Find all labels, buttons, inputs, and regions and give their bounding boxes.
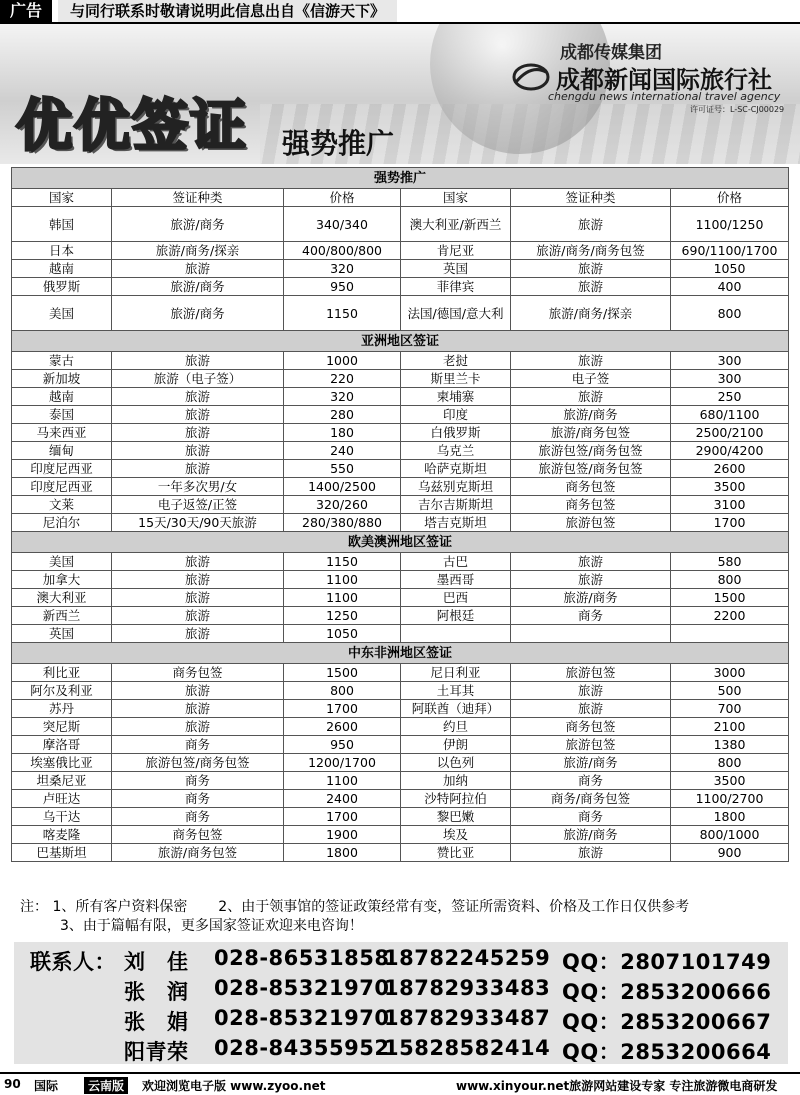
page-subtitle: 强势推广 (282, 127, 395, 160)
table-row (12, 352, 789, 370)
table-row (12, 442, 789, 460)
table-cell: 电子返签/正签 (112, 496, 284, 514)
table-cell: 乌兹别克斯坦 (401, 478, 511, 496)
table-cell: 商务 (112, 736, 284, 754)
table-cell: 旅游 (511, 682, 671, 700)
table-row (12, 260, 789, 278)
table-cell: 尼日利亚 (401, 664, 511, 682)
table-cell: 摩洛哥 (12, 736, 112, 754)
note-3: 3、由于篇幅有限，更多国家签证欢迎来电咨询！ (60, 918, 363, 934)
table-cell: 1100/1250 (671, 207, 789, 242)
source-note: 与同行联系时敬请说明此信息出自《信游天下》 (58, 0, 397, 22)
table-cell: 旅游包签 (511, 664, 671, 682)
table-cell: 突尼斯 (12, 718, 112, 736)
table-cell: 旅游/商务/探亲 (112, 242, 284, 260)
table-cell: 3500 (671, 478, 789, 496)
footer-edition: 云南版 (84, 1077, 128, 1094)
section-title: 欧美澳洲地区签证 (12, 532, 789, 553)
table-cell: 美国 (12, 553, 112, 571)
table-cell: 旅游/商务 (511, 826, 671, 844)
notes-label: 注： (20, 899, 48, 915)
table-row (12, 808, 789, 826)
contact-phone: 028-84355952 (214, 1036, 390, 1060)
table-row (12, 754, 789, 772)
table-cell: 澳大利亚/新西兰 (401, 207, 511, 242)
table-cell: 蒙古 (12, 352, 112, 370)
table-cell: 旅游/商务 (112, 296, 284, 331)
notes (20, 898, 689, 936)
section-header-row (12, 532, 789, 553)
top-bar (0, 0, 800, 24)
column-header: 价格 (671, 189, 789, 207)
table-row (12, 478, 789, 496)
agency-logo-icon (512, 62, 550, 92)
table-cell: 英国 (401, 260, 511, 278)
table-cell: 2600 (671, 460, 789, 478)
table-cell: 1150 (284, 296, 401, 331)
table-cell: 950 (284, 736, 401, 754)
table-cell: 旅游 (112, 700, 284, 718)
table-cell: 坦桑尼亚 (12, 772, 112, 790)
table-cell: 旅游 (112, 589, 284, 607)
contact-mobile: 18782245259 (384, 946, 551, 970)
table-cell: 旅游 (112, 607, 284, 625)
contact-name: 刘 佳 (124, 950, 189, 974)
table-cell: 哈萨克斯坦 (401, 460, 511, 478)
table-cell: 韩国 (12, 207, 112, 242)
table-cell: 900 (671, 844, 789, 862)
table-cell: 商务包签 (511, 718, 671, 736)
table-cell: 1800 (284, 844, 401, 862)
table-cell: 斯里兰卡 (401, 370, 511, 388)
agency-name: 成都新闻国际旅行社 (556, 66, 772, 94)
agency-english-name: chengdu news international travel agency (548, 90, 781, 103)
table-row (12, 844, 789, 862)
section-header-row (12, 331, 789, 352)
table-cell: 新加坡 (12, 370, 112, 388)
table-cell (511, 625, 671, 643)
table-cell: 老挝 (401, 352, 511, 370)
table-cell: 旅游 (112, 571, 284, 589)
table-row (12, 514, 789, 532)
footer-website[interactable]: www.xinyour.net旅游网站建设专家 专注旅游微电商研发 (456, 1079, 778, 1093)
table-cell: 1700 (284, 808, 401, 826)
table-cell: 旅游包签 (511, 736, 671, 754)
table-cell: 1500 (284, 664, 401, 682)
table-cell: 1200/1700 (284, 754, 401, 772)
table-cell: 旅游 (112, 553, 284, 571)
table-cell: 商务 (511, 808, 671, 826)
table-cell: 土耳其 (401, 682, 511, 700)
group-name: 成都传媒集团 (560, 43, 662, 63)
footer-welcome[interactable]: 欢迎浏览电子版 www.zyoo.net (142, 1079, 326, 1093)
ad-tag: 广告 (0, 0, 52, 22)
section-title: 亚洲地区签证 (12, 331, 789, 352)
table-cell: 利比亚 (12, 664, 112, 682)
table-cell: 800 (671, 571, 789, 589)
table-cell: 吉尔吉斯斯坦 (401, 496, 511, 514)
table-cell: 旅游/商务 (511, 589, 671, 607)
table-cell: 商务 (511, 772, 671, 790)
table-cell: 1100 (284, 589, 401, 607)
table-cell: 550 (284, 460, 401, 478)
table-cell: 旅游包签/商务包签 (511, 442, 671, 460)
table-cell: 文莱 (12, 496, 112, 514)
table-cell: 400 (671, 278, 789, 296)
table-row (12, 388, 789, 406)
contact-label: 联系人： (30, 950, 116, 974)
table-cell: 俄罗斯 (12, 278, 112, 296)
header-banner (0, 24, 800, 164)
table-cell: 加纳 (401, 772, 511, 790)
table-cell: 旅游 (511, 207, 671, 242)
table-cell: 旅游 (112, 718, 284, 736)
table-cell: 巴基斯坦 (12, 844, 112, 862)
table-cell: 旅游/商务/探亲 (511, 296, 671, 331)
table-cell: 苏丹 (12, 700, 112, 718)
table-cell (401, 625, 511, 643)
table-row (12, 664, 789, 682)
table-row (12, 790, 789, 808)
table-cell: 340/340 (284, 207, 401, 242)
table-cell: 旅游/商务 (511, 406, 671, 424)
table-cell: 泰国 (12, 406, 112, 424)
table-cell: 250 (671, 388, 789, 406)
table-cell: 新西兰 (12, 607, 112, 625)
table-cell: 商务包签 (112, 664, 284, 682)
table-cell: 商务 (112, 772, 284, 790)
table-cell: 280/380/880 (284, 514, 401, 532)
table-cell: 旅游 (112, 388, 284, 406)
table-row (12, 207, 789, 242)
contact-name: 张 润 (124, 980, 189, 1004)
table-row (12, 496, 789, 514)
table-cell: 柬埔寨 (401, 388, 511, 406)
column-header: 价格 (284, 189, 401, 207)
column-header: 国家 (401, 189, 511, 207)
contact-mobile: 18782933487 (384, 1006, 551, 1030)
column-header: 签证种类 (511, 189, 671, 207)
section-title: 中东非洲地区签证 (12, 643, 789, 664)
table-cell: 商务 (511, 607, 671, 625)
contact-name: 阳青荣 (124, 1040, 189, 1064)
table-row (12, 772, 789, 790)
table-cell: 电子签 (511, 370, 671, 388)
table-cell: 2100 (671, 718, 789, 736)
column-header-row (12, 189, 789, 207)
note-1: 1、所有客户资料保密 (52, 899, 188, 915)
table-cell: 喀麦隆 (12, 826, 112, 844)
table-cell: 阿尔及利亚 (12, 682, 112, 700)
table-cell: 尼泊尔 (12, 514, 112, 532)
contact-qq: QQ：2853200667 (562, 1010, 772, 1034)
table-cell: 280 (284, 406, 401, 424)
note-2: 2、由于领事馆的签证政策经常有变，签证所需资料、价格及工作日仅供参考 (218, 899, 690, 915)
table-cell: 商务 (112, 790, 284, 808)
table-cell: 1900 (284, 826, 401, 844)
table-cell: 320 (284, 388, 401, 406)
contact-mobile: 18782933483 (384, 976, 551, 1000)
table-cell: 印度尼西亚 (12, 478, 112, 496)
table-cell: 商务/商务包签 (511, 790, 671, 808)
table-cell: 旅游 (511, 388, 671, 406)
table-cell: 1700 (284, 700, 401, 718)
table-cell: 旅游 (511, 278, 671, 296)
table-row (12, 625, 789, 643)
table-cell: 2500/2100 (671, 424, 789, 442)
table-cell: 以色列 (401, 754, 511, 772)
page-number: 90 (4, 1077, 21, 1091)
table-row (12, 460, 789, 478)
table-cell: 卢旺达 (12, 790, 112, 808)
table-cell: 旅游 (511, 571, 671, 589)
table-cell: 旅游 (511, 352, 671, 370)
table-cell: 旅游包签/商务包签 (112, 754, 284, 772)
table-row (12, 589, 789, 607)
column-header: 签证种类 (112, 189, 284, 207)
footer-section: 国际 (34, 1079, 59, 1093)
contact-qq: QQ：2853200664 (562, 1040, 772, 1064)
table-cell: 埃及 (401, 826, 511, 844)
table-cell: 950 (284, 278, 401, 296)
table-cell: 400/800/800 (284, 242, 401, 260)
contact-panel (14, 942, 788, 1064)
table-cell: 旅游 (112, 260, 284, 278)
section-title: 强势推广 (12, 168, 789, 189)
table-cell: 800 (671, 754, 789, 772)
table-cell: 阿根廷 (401, 607, 511, 625)
table-cell: 旅游/商务包签 (511, 424, 671, 442)
table-cell: 约旦 (401, 718, 511, 736)
table-cell: 1050 (671, 260, 789, 278)
table-cell: 印度 (401, 406, 511, 424)
table-cell: 旅游包签 (511, 514, 671, 532)
table-cell: 旅游 (511, 844, 671, 862)
table-cell: 1250 (284, 607, 401, 625)
table-row (12, 736, 789, 754)
table-cell: 一年多次男/女 (112, 478, 284, 496)
table-row (12, 278, 789, 296)
table-cell: 沙特阿拉伯 (401, 790, 511, 808)
table-row (12, 700, 789, 718)
table-cell: 240 (284, 442, 401, 460)
table-cell: 旅游 (112, 352, 284, 370)
table-row (12, 607, 789, 625)
table-row (12, 571, 789, 589)
table-cell: 马来西亚 (12, 424, 112, 442)
table-cell: 800/1000 (671, 826, 789, 844)
table-cell: 3500 (671, 772, 789, 790)
table-cell: 旅游/商务 (112, 207, 284, 242)
table-cell: 500 (671, 682, 789, 700)
contact-phone: 028-85321970 (214, 1006, 390, 1030)
table-cell: 300 (671, 370, 789, 388)
table-cell: 日本 (12, 242, 112, 260)
table-cell: 加拿大 (12, 571, 112, 589)
table-cell: 旅游 (112, 625, 284, 643)
table-cell: 商务 (112, 808, 284, 826)
section-header-row (12, 168, 789, 189)
contact-name: 张 娟 (124, 1010, 189, 1034)
table-cell: 黎巴嫩 (401, 808, 511, 826)
table-cell: 300 (671, 352, 789, 370)
contact-qq: QQ：2807101749 (562, 950, 772, 974)
table-cell: 1800 (671, 808, 789, 826)
table-cell: 1100 (284, 571, 401, 589)
table-cell: 3100 (671, 496, 789, 514)
table-cell: 2200 (671, 607, 789, 625)
table-cell: 旅游 (511, 700, 671, 718)
table-cell: 缅甸 (12, 442, 112, 460)
table-cell: 旅游 (511, 553, 671, 571)
table-row (12, 406, 789, 424)
contact-phone: 028-85321970 (214, 976, 390, 1000)
table-cell: 1150 (284, 553, 401, 571)
table-cell: 白俄罗斯 (401, 424, 511, 442)
footer (0, 1072, 800, 1095)
license-number: 许可证号：L-SC-CJ00029 (690, 105, 785, 114)
table-cell: 商务包签 (511, 478, 671, 496)
table-cell: 800 (671, 296, 789, 331)
table-cell: 印度尼西亚 (12, 460, 112, 478)
table-cell: 美国 (12, 296, 112, 331)
table-row (12, 682, 789, 700)
table-cell: 680/1100 (671, 406, 789, 424)
table-cell: 320 (284, 260, 401, 278)
table-cell: 2600 (284, 718, 401, 736)
table-cell: 2900/4200 (671, 442, 789, 460)
table-cell: 1380 (671, 736, 789, 754)
table-cell: 旅游/商务/商务包签 (511, 242, 671, 260)
table-cell: 690/1100/1700 (671, 242, 789, 260)
table-cell: 古巴 (401, 553, 511, 571)
table-cell: 1400/2500 (284, 478, 401, 496)
section-header-row (12, 643, 789, 664)
table-cell: 越南 (12, 260, 112, 278)
table-cell: 墨西哥 (401, 571, 511, 589)
table-cell: 法国/德国/意大利 (401, 296, 511, 331)
page-title: 优优签证 (16, 94, 248, 159)
table-cell: 1500 (671, 589, 789, 607)
table-cell: 旅游 (112, 406, 284, 424)
table-cell: 巴西 (401, 589, 511, 607)
table-row (12, 242, 789, 260)
table-row (12, 553, 789, 571)
table-row (12, 296, 789, 331)
table-cell: 2400 (284, 790, 401, 808)
table-row (12, 424, 789, 442)
contact-qq: QQ：2853200666 (562, 980, 772, 1004)
table-cell: 580 (671, 553, 789, 571)
table-cell: 乌克兰 (401, 442, 511, 460)
table-cell: 旅游 (112, 424, 284, 442)
table-cell: 伊朗 (401, 736, 511, 754)
table-cell: 旅游/商务 (511, 754, 671, 772)
table-cell: 3000 (671, 664, 789, 682)
table-cell: 赞比亚 (401, 844, 511, 862)
table-cell: 旅游（电子签） (112, 370, 284, 388)
table-cell: 1050 (284, 625, 401, 643)
table-cell: 旅游 (112, 682, 284, 700)
table-cell: 700 (671, 700, 789, 718)
table-cell: 旅游 (112, 460, 284, 478)
table-cell: 1100/2700 (671, 790, 789, 808)
table-cell: 肯尼亚 (401, 242, 511, 260)
table-cell: 阿联酋（迪拜） (401, 700, 511, 718)
table-row (12, 370, 789, 388)
contact-mobile: 15828582414 (384, 1036, 551, 1060)
table-cell: 商务包签 (511, 496, 671, 514)
column-header: 国家 (12, 189, 112, 207)
table-cell: 15天/30天/90天旅游 (112, 514, 284, 532)
table-cell (671, 625, 789, 643)
table-cell: 800 (284, 682, 401, 700)
table-cell: 英国 (12, 625, 112, 643)
table-cell: 塔吉克斯坦 (401, 514, 511, 532)
table-cell: 旅游包签/商务包签 (511, 460, 671, 478)
table-cell: 1100 (284, 772, 401, 790)
table-cell: 澳大利亚 (12, 589, 112, 607)
visa-price-table (11, 167, 789, 862)
contact-phone: 028-86531858 (214, 946, 390, 970)
table-row (12, 718, 789, 736)
table-cell: 180 (284, 424, 401, 442)
table-cell: 1700 (671, 514, 789, 532)
table-cell: 220 (284, 370, 401, 388)
table-cell: 1000 (284, 352, 401, 370)
table-cell: 乌干达 (12, 808, 112, 826)
table-cell: 旅游/商务 (112, 278, 284, 296)
table-cell: 埃塞俄比亚 (12, 754, 112, 772)
table-cell: 旅游 (511, 260, 671, 278)
table-cell: 旅游/商务包签 (112, 844, 284, 862)
table-cell: 旅游 (112, 442, 284, 460)
table-cell: 商务包签 (112, 826, 284, 844)
table-cell: 越南 (12, 388, 112, 406)
table-cell: 320/260 (284, 496, 401, 514)
table-row (12, 826, 789, 844)
table-cell: 菲律宾 (401, 278, 511, 296)
